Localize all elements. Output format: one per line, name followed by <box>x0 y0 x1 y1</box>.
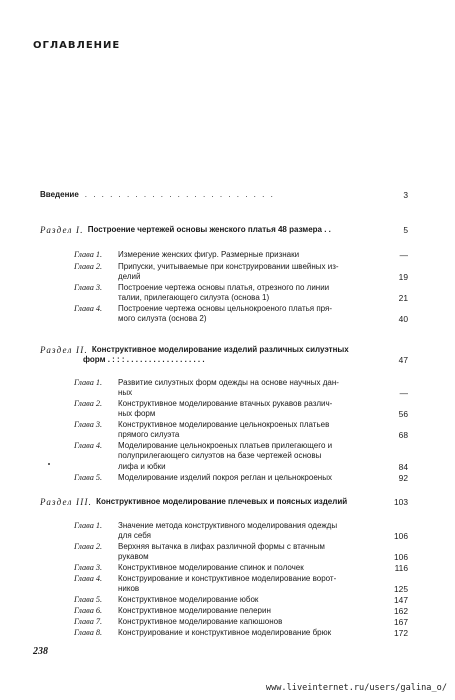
chapter-title-line: Построение чертежа основы цельнокроеного платья пря- <box>118 304 333 313</box>
chapter-title-line: Припуски, учитываемые при конструировании швейных из- <box>118 262 339 271</box>
toc-intro-label: Введение <box>40 190 79 199</box>
toc-page-number: 5 <box>403 225 408 235</box>
toc-chapter[interactable] <box>74 542 408 563</box>
chapter-title-line: Конструирование и конструктивное моделирование ворот- <box>118 574 337 583</box>
toc-page-number: 106 <box>394 531 408 542</box>
chapter-title-line: талии, прилегающего силуэта (основа 1) <box>118 293 270 303</box>
toc-chapter[interactable] <box>74 574 408 595</box>
toc-page-number: 21 <box>398 293 408 304</box>
toc-section-1[interactable] <box>40 225 408 235</box>
chapter-title-line: ных <box>118 388 133 398</box>
chapter-label: Глава 7. <box>74 617 103 626</box>
toc-page-number: 167 <box>394 617 408 627</box>
source-url[interactable]: www.liveinternet.ru/users/galina_o/ <box>265 683 447 693</box>
toc-chapter[interactable] <box>74 250 408 260</box>
toc-page-number: 3 <box>403 190 408 200</box>
toc-chapter[interactable] <box>74 606 408 616</box>
chapter-title-line: Конструктивное моделирование спинок и полочек <box>118 563 304 572</box>
toc-chapter[interactable] <box>74 628 408 638</box>
toc-page-number: 19 <box>398 272 408 283</box>
chapter-title-line: Измерение женских фигур. Размерные признаки <box>118 250 300 259</box>
chapter-label: Глава 8. <box>74 628 103 637</box>
chapter-label: Глава 3. <box>74 283 103 292</box>
toc-page-number: 162 <box>394 606 408 616</box>
chapter-title-line: рукавом <box>118 552 149 562</box>
toc-page-number: 125 <box>394 584 408 595</box>
toc-chapter[interactable] <box>74 304 408 325</box>
chapter-title-line: Конструктивное моделирование втачных рукавов различ- <box>118 399 333 408</box>
chapter-title-line: Развитие силуэтных форм одежды на основе научных дан- <box>118 378 339 387</box>
chapter-title-line: Конструктивное моделирование юбок <box>118 595 259 604</box>
section-label: Раздел III. <box>40 497 93 507</box>
page-number: 238 <box>33 646 48 657</box>
toc-entry-intro[interactable] <box>40 190 408 200</box>
section-label: Раздел II. <box>40 345 88 355</box>
toc-chapter[interactable] <box>74 617 408 627</box>
toc-page-number: 116 <box>394 563 408 573</box>
toc-chapter[interactable] <box>74 378 408 399</box>
chapter-label: Глава 2. <box>74 399 103 408</box>
scan-speck <box>48 463 50 465</box>
chapter-title-line: лифа и юбки <box>118 461 166 471</box>
chapter-title-line: Построение чертежа основы платья, отрезного по линии <box>118 283 330 292</box>
toc-intro-dots: . . . . . . . . . . . . . . . . . . . . . . . <box>84 190 275 199</box>
chapter-label: Глава 2. <box>74 542 103 551</box>
chapter-title-line: делий <box>118 272 141 282</box>
section-title: форм . : : : . . . . . . . . . . . . . . . . . . <box>83 355 205 365</box>
toc-page-number: 147 <box>394 595 408 605</box>
toc-page-number: 103 <box>394 497 408 507</box>
section-label: Раздел I. <box>40 225 84 235</box>
toc-chapter[interactable] <box>74 399 408 420</box>
chapter-label: Глава 1. <box>74 378 103 387</box>
chapter-label: Глава 6. <box>74 606 103 615</box>
toc-page-number: 68 <box>398 430 408 441</box>
toc-page-number: — <box>399 388 408 399</box>
toc-page-number: 106 <box>394 552 408 563</box>
chapter-title-line: Конструктивное моделирование цельнокроеных платьев <box>118 420 330 429</box>
chapter-title-line: ников <box>118 584 140 594</box>
toc-chapter[interactable] <box>74 563 408 573</box>
chapter-label: Глава 4. <box>74 304 103 313</box>
toc-page-number: 47 <box>398 355 408 366</box>
chapter-label: Глава 1. <box>74 250 103 259</box>
chapter-label: Глава 3. <box>74 420 103 429</box>
toc-page-number: 84 <box>398 461 408 472</box>
chapter-label: Глава 3. <box>74 563 103 572</box>
section-title: Конструктивное моделирование плечевых и поясных изделий <box>96 497 348 506</box>
toc-chapter[interactable] <box>74 595 408 605</box>
chapter-label: Глава 4. <box>74 441 103 450</box>
chapter-label: Глава 1. <box>74 521 103 530</box>
chapter-title-line: Моделирование изделий покроя реглан и цельнокроеных <box>118 473 332 482</box>
chapter-title-line: Значение метода конструктивного моделирования одежды <box>118 521 338 530</box>
chapter-label: Глава 2. <box>74 262 103 271</box>
chapter-label: Глава 4. <box>74 574 103 583</box>
chapter-title-line: ных форм <box>118 409 156 419</box>
chapter-title-line: для себя <box>118 531 151 541</box>
chapter-title-line: Конструктивное моделирование пелерин <box>118 606 271 615</box>
toc-section-3[interactable] <box>40 497 408 507</box>
chapter-label: Глава 5. <box>74 473 103 482</box>
chapter-title-line: Конструирование и конструктивное моделирование брюк <box>118 628 332 637</box>
toc-chapter[interactable] <box>74 441 408 472</box>
toc-page-number: 172 <box>394 628 408 638</box>
toc-page-number: 40 <box>398 314 408 325</box>
toc-section-2[interactable] <box>40 345 408 366</box>
chapter-title-line: Верхняя вытачка в лифах различной формы с втачным <box>118 542 325 551</box>
section-title: Конструктивное моделирование изделий различных силуэтных <box>91 345 349 354</box>
toc-page-number: — <box>399 250 408 260</box>
section-title: Построение чертежей основы женского платья 48 размера . . <box>87 225 331 234</box>
toc-chapter[interactable] <box>74 521 408 542</box>
chapter-label: Глава 5. <box>74 595 103 604</box>
page-title: ОГЛАВЛЕНИЕ <box>33 40 121 51</box>
toc-page-number: 92 <box>398 473 408 483</box>
toc-chapter[interactable] <box>74 283 408 304</box>
chapter-title-line: Конструктивное моделирование капюшонов <box>118 617 283 626</box>
chapter-title-line: полуприлегающего силуэтов на базе чертежей основы <box>118 451 322 461</box>
toc-chapter[interactable] <box>74 473 408 483</box>
toc-chapter[interactable] <box>74 262 408 283</box>
chapter-title-line: Моделирование цельнокроеных платьев прилегающего и <box>118 441 333 450</box>
toc-chapter[interactable] <box>74 420 408 441</box>
chapter-title-line: мого силуэта (основа 2) <box>118 314 207 324</box>
toc-page-number: 56 <box>398 409 408 420</box>
chapter-title-line: прямого силуэта <box>118 430 180 440</box>
